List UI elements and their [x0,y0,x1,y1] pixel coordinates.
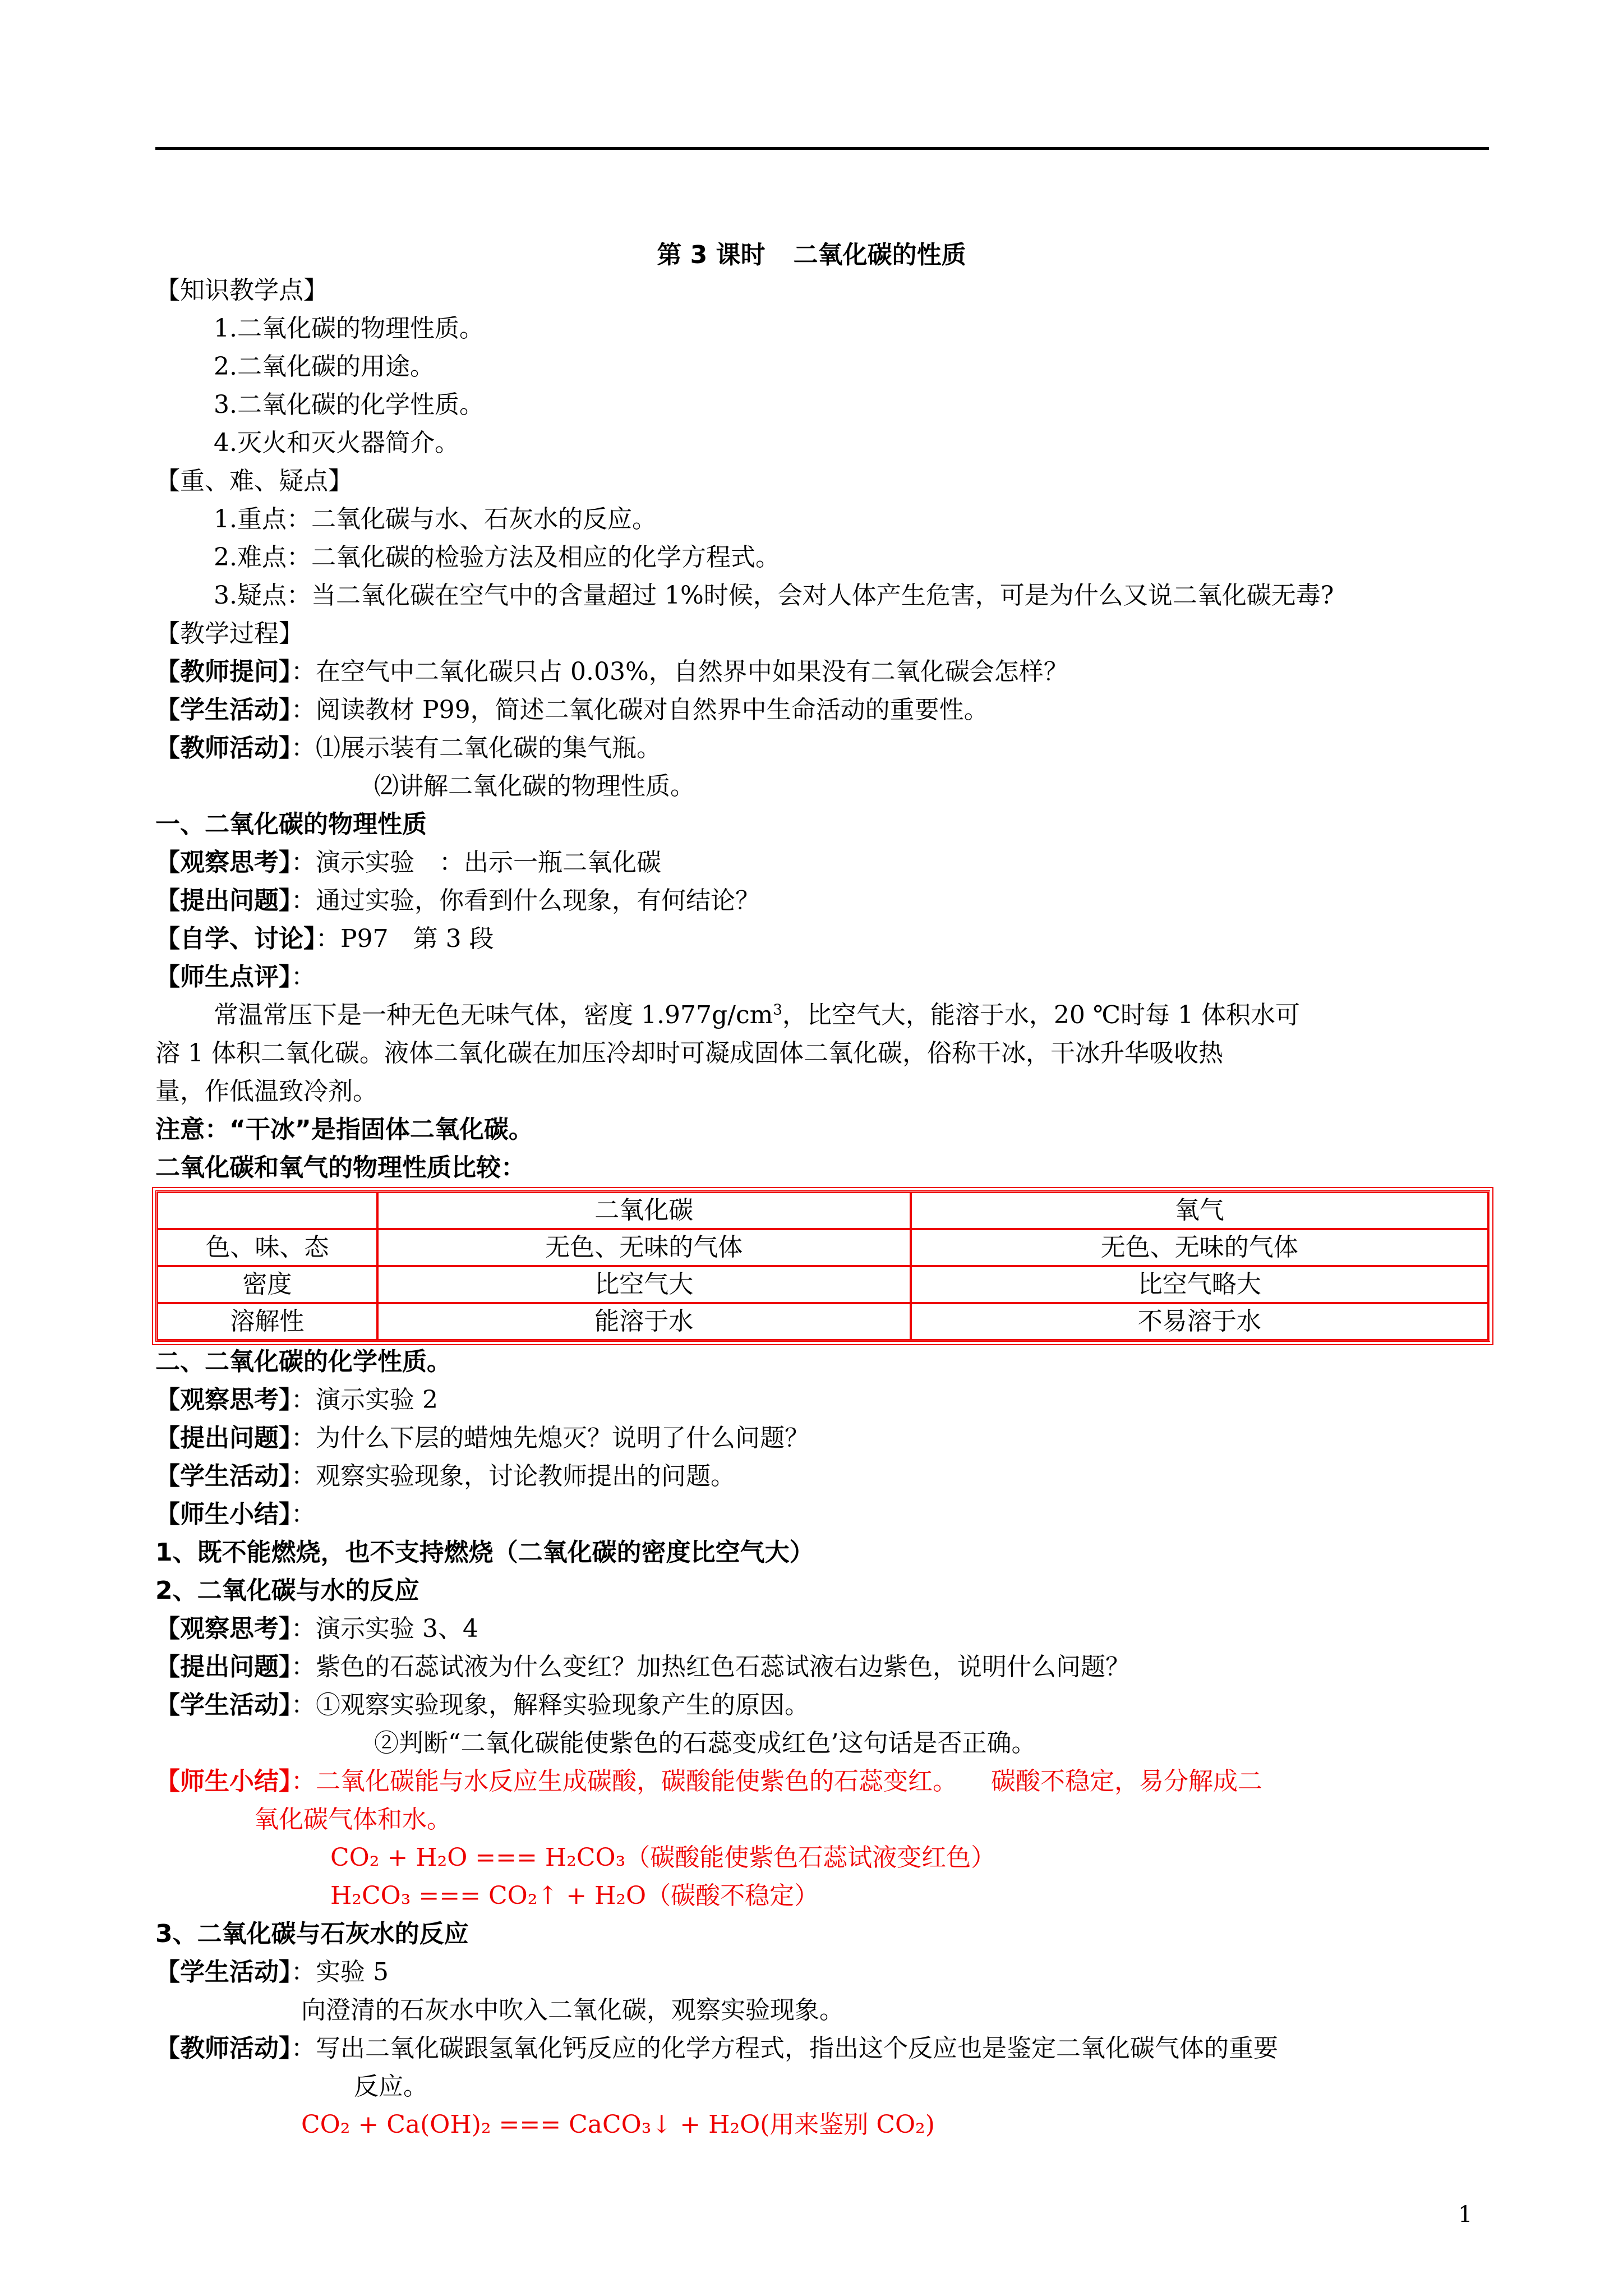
list-item: 1.二氧化碳的物理性质。 [214,314,484,343]
table-cell: 密度 [157,1266,377,1303]
paragraph-line: 量，作低温致冷剂。 [155,1077,377,1106]
label-teacher-activity: 【教师活动】 [155,734,291,762]
note-line: 注意：“干冰”是指固体二氧化碳。 [155,1115,533,1144]
point-heading: 2、二氧化碳与水的反应 [155,1576,419,1605]
paragraph-line: 【教师活动】：写出二氧化碳跟氢氧化钙反应的化学方程式，指出这个反应也是鉴定二氧化碳气体的重要 [155,2034,1278,2063]
label-observe: 【观察思考】 [155,848,291,877]
label-question: 【提出问题】 [155,886,291,915]
label-student-activity: 【学生活动】 [155,696,291,724]
paragraph-line: 反应。 [354,2072,428,2101]
table-cell [157,1192,377,1229]
section-heading: 一、二氧化碳的物理性质 [155,810,427,839]
paragraph-line: 【提出问题】：为什么下层的蜡烛先熄灭？说明了什么问题？ [155,1424,809,1452]
paragraph-line: 常温常压下是一种无色无味气体，密度 $1.977g/cm^3$，比空气大，能溶于水，20 ℃时每 1 体积水可 [214,1001,1301,1029]
table-row [157,1303,1488,1340]
paragraph-line: 【观察思考】：演示实验 2 [155,1386,438,1414]
paragraph-line: ②判断“二氧化碳能使紫色的石蕊变成红色’这句话是否正确。 [374,1729,1036,1757]
paragraph-line: ⑵讲解二氧化碳的物理性质。 [374,772,695,800]
page-number: 1 [1458,2202,1473,2228]
list-item: 2.二氧化碳的用途。 [214,352,435,381]
table-cell: 无色、无味的气体 [377,1229,911,1266]
paragraph-line: 【师生点评】： [155,963,316,991]
paragraph-line: 【学生活动】：实验 5 [155,1958,389,1986]
paragraph-line: 【学生活动】：①观察实验现象，解释实验现象产生的原因。 [155,1691,809,1719]
section-heading: 【教学过程】 [155,619,303,648]
paragraph-line: 【教师提问】：在空气中二氧化碳只占 0.03%，自然界中如果没有二氧化碳会怎样？ [155,657,1068,686]
equation: CO₂ + H₂O === H₂CO₃（碳酸能使紫色石蕊试液变红色） [330,1843,996,1872]
paragraph-line: 【师生小结】： [155,1500,316,1529]
paragraph-line: 【提出问题】：通过实验，你看到什么现象，有何结论？ [155,886,760,915]
table-cell: 无色、无味的气体 [911,1229,1488,1266]
paragraph-line: 【自学、讨论】：P97 第 3 段 [155,924,494,953]
table-cell: 溶解性 [157,1303,377,1340]
table-cell: 不易溶于水 [911,1303,1488,1340]
lesson-number: 第 3 课时 [657,241,766,269]
lesson-content [155,272,1490,2144]
label-self-study: 【自学、讨论】 [155,924,316,953]
list-item: 2.难点：二氧化碳的检验方法及相应的化学方程式。 [214,543,780,572]
paragraph-line: 【学生活动】：观察实验现象，讨论教师提出的问题。 [155,1462,735,1490]
equation: H₂CO₃ === CO₂↑ + H₂O（碳酸不稳定） [330,1881,819,1910]
paragraph-line: 【提出问题】：紫色的石蕊试液为什么变红？加热红色石蕊试液右边紫色，说明什么问题？ [155,1653,1130,1681]
section-heading: 二、二氧化碳的化学性质。 [155,1347,451,1376]
label-teacher-question: 【教师提问】 [155,657,291,686]
label-review: 【师生点评】 [155,963,291,991]
point-heading: 3、二氧化碳与石灰水的反应 [155,1920,469,1948]
equation: CO₂ + Ca(OH)₂ === CaCO₃↓ + H₂O(用来鉴别 CO₂) [301,2110,935,2139]
list-item: 3.疑点：当二氧化碳在空气中的含量超过 1%时候，会对人体产生危害，可是为什么又说二氧化碳无毒? [214,581,1334,610]
comparison-table [155,1190,1490,1342]
table-cell: 氧气 [911,1192,1488,1229]
table-header-row [157,1192,1488,1229]
table-row [157,1266,1488,1303]
summary-line: 氧化碳气体和水。 [254,1805,451,1834]
paragraph-line: 【观察思考】：演示实验 3、4 [155,1614,478,1643]
lesson-topic: 二氧化碳的性质 [793,241,966,269]
list-item: 1.重点：二氧化碳与水、石灰水的反应。 [214,505,657,533]
paragraph-line: 【教师活动】：⑴展示装有二氧化碳的集气瓶。 [155,734,661,762]
summary-line: 【师生小结】：二氧化碳能与水反应生成碳酸，碳酸能使紫色的石蕊变红。 碳酸不稳定，易分解成二 [155,1767,1262,1796]
table-caption: 二氧化碳和氧气的物理性质比较： [155,1153,525,1182]
paragraph-line: 溶 1 体积二氧化碳。液体二氧化碳在加压冷却时可凝成固体二氧化碳，俗称干冰，干冰升华吸收热 [155,1039,1223,1068]
section-heading: 【知识教学点】 [155,276,328,305]
list-item: 3.二氧化碳的化学性质。 [214,390,484,419]
paragraph-line: 向澄清的石灰水中吹入二氧化碳，观察实验现象。 [301,1996,844,2024]
section-heading: 【重、难、疑点】 [155,467,353,495]
header-rule [155,147,1489,150]
page-title [0,234,1623,270]
table-row [157,1229,1488,1266]
table-cell: 二氧化碳 [377,1192,911,1229]
table-cell: 色、味、态 [157,1229,377,1266]
table-cell: 比空气略大 [911,1266,1488,1303]
list-item: 4.灭火和灭火器简介。 [214,429,459,457]
paragraph-line: 【观察思考】：演示实验 ：出示一瓶二氧化碳 [155,848,661,877]
point-heading: 1、既不能燃烧，也不支持燃烧（二氧化碳的密度比空气大） [155,1538,814,1567]
table-cell: 比空气大 [377,1266,911,1303]
table-cell: 能溶于水 [377,1303,911,1340]
paragraph-line: 【学生活动】：阅读教材 P99，简述二氧化碳对自然界中生命活动的重要性。 [155,696,989,724]
